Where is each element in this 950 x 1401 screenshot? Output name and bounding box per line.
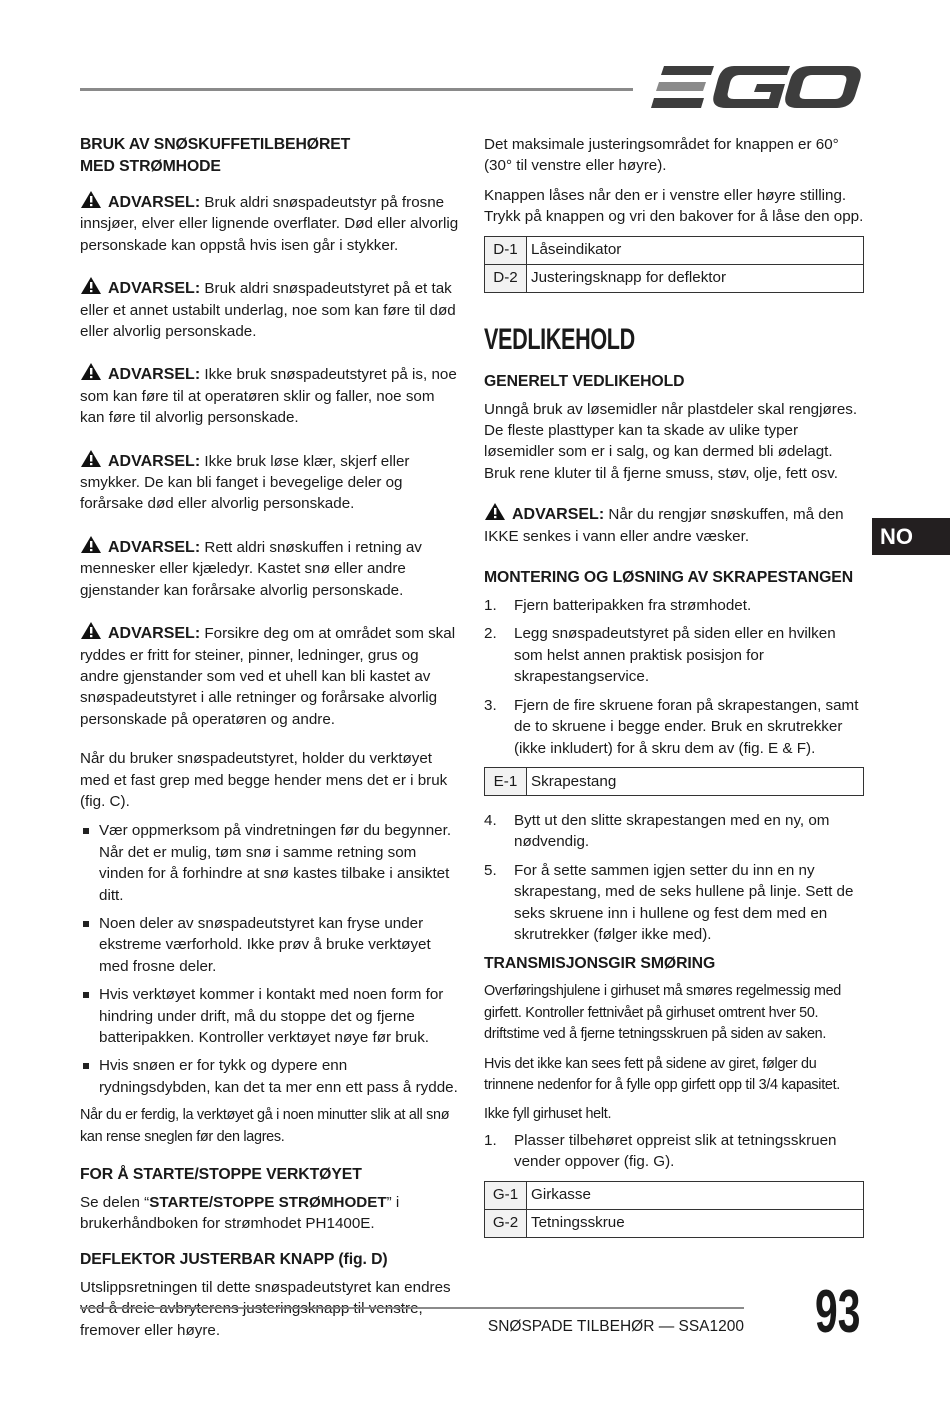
- warning-label: ADVARSEL:: [108, 280, 201, 298]
- warning-icon: [80, 276, 102, 295]
- paragraph-gear-2: Hvis det ikke kan sees fett på sidene av giret, følger du trinnene nedenfor for å fylle opp girfett opp til 3/4 kapasitet.: [484, 1055, 840, 1093]
- step-number: 1.: [484, 1131, 497, 1149]
- part-key: G-2: [485, 1209, 527, 1237]
- step-text: For å sette sammen igjen setter du inn en ny skrapestang, med de seks hullene på linje. Sett de seks skruene inn i hullene og fest dem med en skrutrekker (følger ikke med).: [514, 861, 854, 943]
- warning-text: Bruk aldri snøspadeutstyret på et tak eller et annet ustabilt underlag, noe som kan føre til død eller alvorlig personskade.: [80, 280, 456, 341]
- warning-block: [80, 449, 460, 515]
- warning-icon: [80, 362, 102, 381]
- warning-block: [80, 362, 460, 428]
- parts-table-e: [484, 767, 864, 796]
- part-name: Skrapestang: [527, 767, 864, 795]
- list-item: Vær oppmerksom på vindretningen før du begynner. Når det er mulig, tøm snø i samme retning som vinden for å forhindre at snø kastes tilbake i ansiktet ditt.: [80, 820, 460, 906]
- part-name: Tetningsskrue: [527, 1209, 864, 1237]
- warning-label: ADVARSEL:: [108, 452, 201, 470]
- maintenance-warning: [484, 502, 864, 547]
- paragraph-gear-1: Overføringshjulene i girhuset må smøres regelmessig med girfett. Kontroller fettnivået på girhuset omtrent hver 50. driftstime ved å fjerne tetningsskruen på siden av saken.: [484, 983, 841, 1043]
- table-row: [485, 236, 864, 264]
- warning-text: Rett aldri snøskuffen i retning av mennesker eller kjæledyr. Kastet snø eller andre gjenstander kan forårsake alvorlig personskade.: [80, 538, 422, 599]
- mounting-steps: [484, 595, 864, 759]
- text-fragment: Se delen “: [80, 1194, 150, 1212]
- step-number: 4.: [484, 811, 497, 829]
- paragraph-general: Unngå bruk av løsemidler når plastdeler skal rengjøres. De fleste plasttyper kan ta skade av ulike typer løsemidler som er i salg, og kan dermed bli ødelagt. Bruk rene kluter til å fjerne smuss, støv, olje, fett osv.: [484, 400, 858, 482]
- table-row: [485, 1181, 864, 1209]
- warning-label: ADVARSEL:: [108, 538, 201, 556]
- warning-text: Ikke bruk snøspadeutstyret på is, noe som kan føre til at operatøren sklir og faller, noe som kan føre til alvorlig personskade.: [80, 366, 457, 427]
- paragraph-grip: Når du bruker snøspadeutstyret, holder du verktøyet med et fast grep med begge hender mens det er i bruk (fig. C).: [80, 750, 448, 810]
- warning-icon: [80, 449, 102, 468]
- ego-logo: [650, 64, 862, 115]
- step-text: Fjern de fire skruene foran på skrapestangen, samt de to skruene i begge ender. Bruk en skrutrekker (ikke inkludert) for å skru dem av (fig. E & F).: [514, 696, 859, 757]
- usage-bullets: [80, 820, 460, 1098]
- step-text: Legg snøspadeutstyret på siden eller en hvilken som helst annen praktisk posisjon for skrapestangservice.: [514, 625, 836, 686]
- section-heading-deflector: DEFLEKTOR JUSTERBAR KNAPP (fig. D): [80, 1250, 388, 1268]
- table-row: [485, 767, 864, 795]
- warning-label: ADVARSEL:: [108, 366, 201, 384]
- right-column: [484, 134, 864, 1252]
- list-item: Noen deler av snøspadeutstyret kan fryse under ekstreme værforhold. Ikke prøv å bruke verktøyet med frosne deler.: [80, 913, 460, 977]
- text-fragment: ” i brukerhåndboken for strømhodet PH1400E.: [80, 1194, 400, 1233]
- bold-reference: STARTE/STOPPE STRØMHODET: [149, 1194, 387, 1212]
- list-item: [484, 695, 864, 759]
- table-row: [485, 264, 864, 292]
- warning-label: ADVARSEL:: [108, 625, 201, 643]
- list-item: [484, 810, 864, 853]
- paragraph-range: Det maksimale justeringsområdet for knappen er 60° (30° til venstre eller høyre).: [484, 136, 839, 175]
- section-heading-gear: TRANSMISJONSGIR SMØRING: [484, 955, 716, 973]
- warning-text: Når du rengjør snøskuffen, må den IKKE senkes i vann eller andre væsker.: [484, 506, 844, 545]
- paragraph-lock: Knappen låses når den er i venstre eller høyre stilling. Trykk på knappen og vri den bakover for å låse den opp.: [484, 186, 864, 226]
- section-heading-general: GENERELT VEDLIKEHOLD: [484, 372, 685, 390]
- language-tab: NO: [872, 518, 950, 555]
- warning-icon: [80, 190, 102, 209]
- gear-steps: [484, 1130, 864, 1173]
- part-key: D-1: [485, 236, 527, 264]
- warnings-list: [80, 190, 460, 730]
- table-row: [485, 1209, 864, 1237]
- parts-table-g: [484, 1181, 864, 1238]
- part-name: Låseindikator: [527, 236, 864, 264]
- warning-label: ADVARSEL:: [512, 506, 605, 524]
- step-text: Plasser tilbehøret oppreist slik at tetningsskruen vender oppover (fig. G).: [514, 1131, 837, 1171]
- warning-icon: [80, 621, 102, 640]
- part-key: G-1: [485, 1181, 527, 1209]
- list-item: Hvis snøen er for tykk og dypere enn rydningsdybden, kan det ta mer enn ett pass å rydde.: [80, 1055, 460, 1098]
- step-number: 2.: [484, 625, 497, 643]
- warning-block: [80, 190, 460, 256]
- paragraph-gear-3: Ikke fyll girhuset helt.: [484, 1106, 612, 1123]
- warning-text: Forsikre deg om at området som skal ryddes er fritt for steiner, pinner, ledninger, grus og andre gjenstander som ved et uhell kan bli kastet av snøspadeutstyret i alle retninger og forårsake alvorlig personskade på operatøren og andre.: [80, 625, 456, 728]
- section-heading-mounting: MONTERING OG LØSNING AV SKRAPESTANGEN: [484, 569, 854, 587]
- warning-block: [80, 535, 460, 601]
- section-title-maintenance: VEDLIKEHOLD: [484, 322, 635, 356]
- list-item: [484, 595, 864, 616]
- step-text: Fjern batteripakken fra strømhodet.: [514, 597, 752, 615]
- part-name: Justeringsknapp for deflektor: [527, 264, 864, 292]
- part-name: Girkasse: [527, 1181, 864, 1209]
- step-number: 5.: [484, 861, 497, 879]
- warning-icon: [80, 535, 102, 554]
- list-item: [484, 860, 864, 946]
- warning-icon: [484, 502, 506, 521]
- part-key: E-1: [485, 767, 527, 795]
- warning-block: [80, 621, 460, 730]
- step-number: 3.: [484, 696, 497, 714]
- list-item: [484, 623, 864, 687]
- paragraph-start-stop: [80, 1192, 460, 1235]
- section-heading-start-stop: FOR Å STARTE/STOPPE VERKTØYET: [80, 1166, 362, 1184]
- footer-rule: [80, 1307, 744, 1309]
- warning-text: Bruk aldri snøspadeutstyr på frosne innsjøer, elver eller lignende overflater. Død eller alvorlig personskade kan oppstå hvis isen går i stykker.: [80, 194, 459, 254]
- warning-block: [80, 276, 460, 342]
- list-item: Hvis verktøyet kommer i kontakt med noen form for hindring under drift, må du stoppe det og fjerne batteripakken. Kontroller verktøyet nøye før bruk.: [80, 984, 460, 1048]
- page-number: 93: [815, 1278, 861, 1345]
- warning-label: ADVARSEL:: [108, 194, 201, 211]
- parts-table-d: [484, 236, 864, 293]
- footer-title: SNØSPADE TILBEHØR — SSA1200: [487, 1318, 744, 1335]
- paragraph-finish: Når du er ferdig, la verktøyet gå i noen minutter slik at all snø kan rense sneglen før den lagres.: [80, 1107, 450, 1145]
- list-item: [484, 1130, 864, 1173]
- left-column: [80, 134, 460, 1349]
- part-key: D-2: [485, 264, 527, 292]
- mounting-steps-continued: [484, 810, 864, 945]
- header-rule: [80, 88, 633, 91]
- section-heading-use: BRUK AV SNØSKUFFETILBEHØRET MED STRØMHODE: [80, 136, 351, 175]
- paragraph-deflector: Utslippsretningen til dette snøspadeutstyret kan endres fremover eller høyre.: [80, 1278, 451, 1339]
- warning-text: Ikke bruk løse klær, skjerf eller smykker. De kan bli fanget i bevegelige deler og forårsake død eller alvorlig personskade.: [80, 452, 410, 513]
- step-text: Bytt ut den slitte skrapestangen med en ny, om nødvendig.: [514, 811, 830, 851]
- step-number: 1.: [484, 597, 497, 615]
